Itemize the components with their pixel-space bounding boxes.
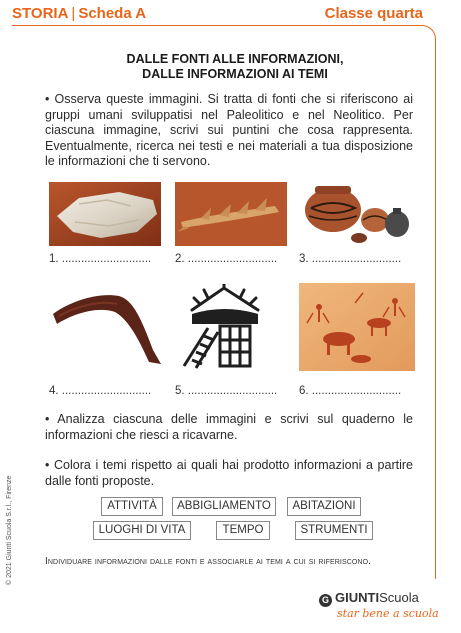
instruction-2: • Analizza ciascuna delle immagini e scrivi sul quaderno le informazioni che riesci a ricavarne. [45,412,413,442]
hut-drawing-picture [178,284,270,370]
caption-6: 6. ............................ [299,385,402,397]
grade-label: Classe quarta [324,5,423,22]
caption-3: 3. ............................ [299,253,402,265]
title-line-1: DALLE FONTI ALLE INFORMAZIONI, [126,52,344,66]
logo-slogan: star bene a scuola [337,607,439,620]
theme-abitazioni[interactable]: ABITAZIONI [287,497,361,516]
caption-2: 2. ............................ [175,253,278,265]
publisher-logo [319,590,439,620]
caption-1: 1. ............................ [49,253,152,265]
header-left [12,5,146,22]
page-title [40,52,430,82]
instruction-1: • Osserva queste immagini. Si tratta di fonti che si riferiscono ai gruppi umani sviluppatisi nel Paleolitico e nel Neolitico. Per ciascuna immagine, scrivi sui puntini che cosa rappresenta. Eventualmente, ricerca nei testi e nei materiali a tua disposizione le informazioni che ti servono. [45,92,413,169]
cave-painting-picture [299,283,415,371]
subject-label: STORIA [12,5,69,22]
theme-attivita[interactable]: ATTIVITÀ [101,497,163,516]
theme-strumenti[interactable]: STRUMENTI [295,521,373,540]
objective-text: Individuare informazioni dalle fonti e associarle ai temi a cui si riferiscono. [45,556,371,567]
caption-4: 4. ............................ [49,385,152,397]
image-pottery [299,180,415,248]
copyright-note: © 2021 Giunti Scuola S.r.l., Firenze [6,475,13,585]
logo-scuola: Scuola [379,590,419,605]
logo-giunti: GIUNTI [335,590,380,605]
harpoon-picture [175,182,287,246]
instruction-3: • Colora i temi rispetto ai quali hai prodotto informazioni a partire dalle fonti proposte. [45,458,413,488]
header-separator: | [71,5,76,22]
image-flint-tool [49,182,161,246]
title-line-2: DALLE INFORMAZIONI AI TEMI [142,67,328,81]
flint-tool-picture [49,182,161,246]
sheet-label: Scheda A [78,5,147,22]
image-boomerang [49,284,164,370]
giunti-logo-icon: G [319,594,332,607]
theme-luoghi-di-vita[interactable]: LUOGHI DI VITA [93,521,191,540]
logo-wordmark [319,590,439,607]
boomerang-picture [49,284,164,370]
caption-5: 5. ............................ [175,385,278,397]
image-hut-drawing [178,284,270,370]
theme-abbigliamento[interactable]: ABBIGLIAMENTO [172,497,276,516]
pottery-picture [299,180,415,248]
image-cave-painting [299,283,415,371]
image-harpoon [175,182,287,246]
learning-objective [45,556,371,567]
theme-tempo[interactable]: TEMPO [216,521,270,540]
